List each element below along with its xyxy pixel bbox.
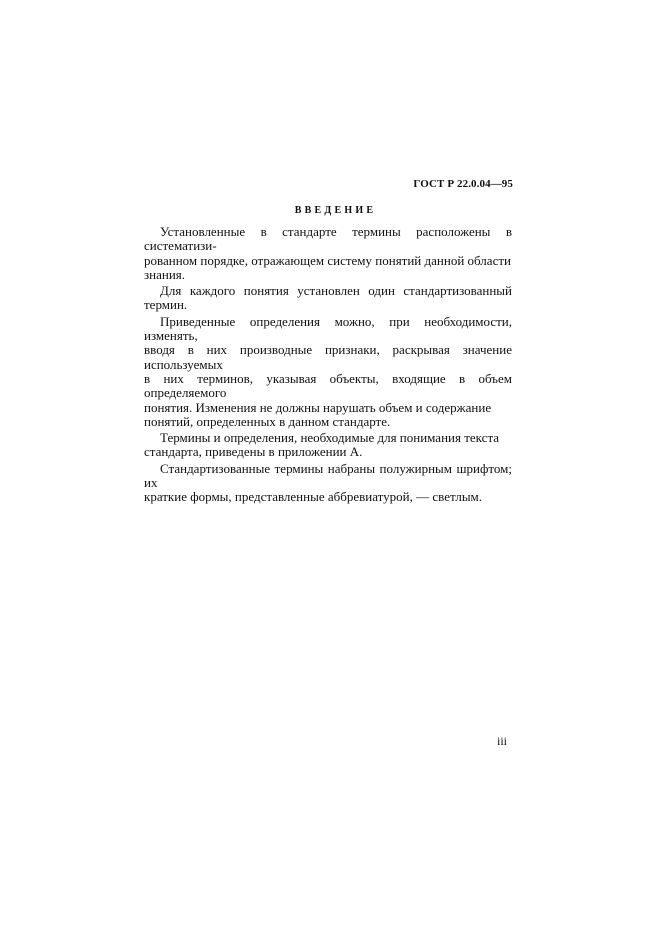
paragraph-2: Для каждого понятия установлен один стандартизованный термин. bbox=[144, 283, 512, 313]
document-code: ГОСТ Р 22.0.04—95 bbox=[413, 178, 513, 190]
paragraph-1: Установленные в стандарте термины расположены в систематизи- рованном порядке, отражающем систему понятий данной области знания. bbox=[144, 224, 512, 282]
paragraph-5: Стандартизованные термины набраны полужирным шрифтом; их краткие формы, представленные аббревиатурой, — светлым. bbox=[144, 460, 512, 505]
paragraph-3: Приведенные определения можно, при необходимости, изменять, вводя в них производные признаки, раскрывая значение используемых в них терминов, указывая объекты, входящие в объем определяемого понятия. Изменения не должны нарушать объем и содержание понятий, определенных в данном стандарте. bbox=[144, 313, 512, 429]
body-text bbox=[144, 225, 512, 507]
section-title: ВВЕДЕНИЕ bbox=[294, 205, 377, 216]
paragraph-4: Термины и определения, необходимые для понимания текста стандарта, приведены в приложении А. bbox=[144, 430, 500, 460]
page-number: iii bbox=[497, 734, 508, 748]
